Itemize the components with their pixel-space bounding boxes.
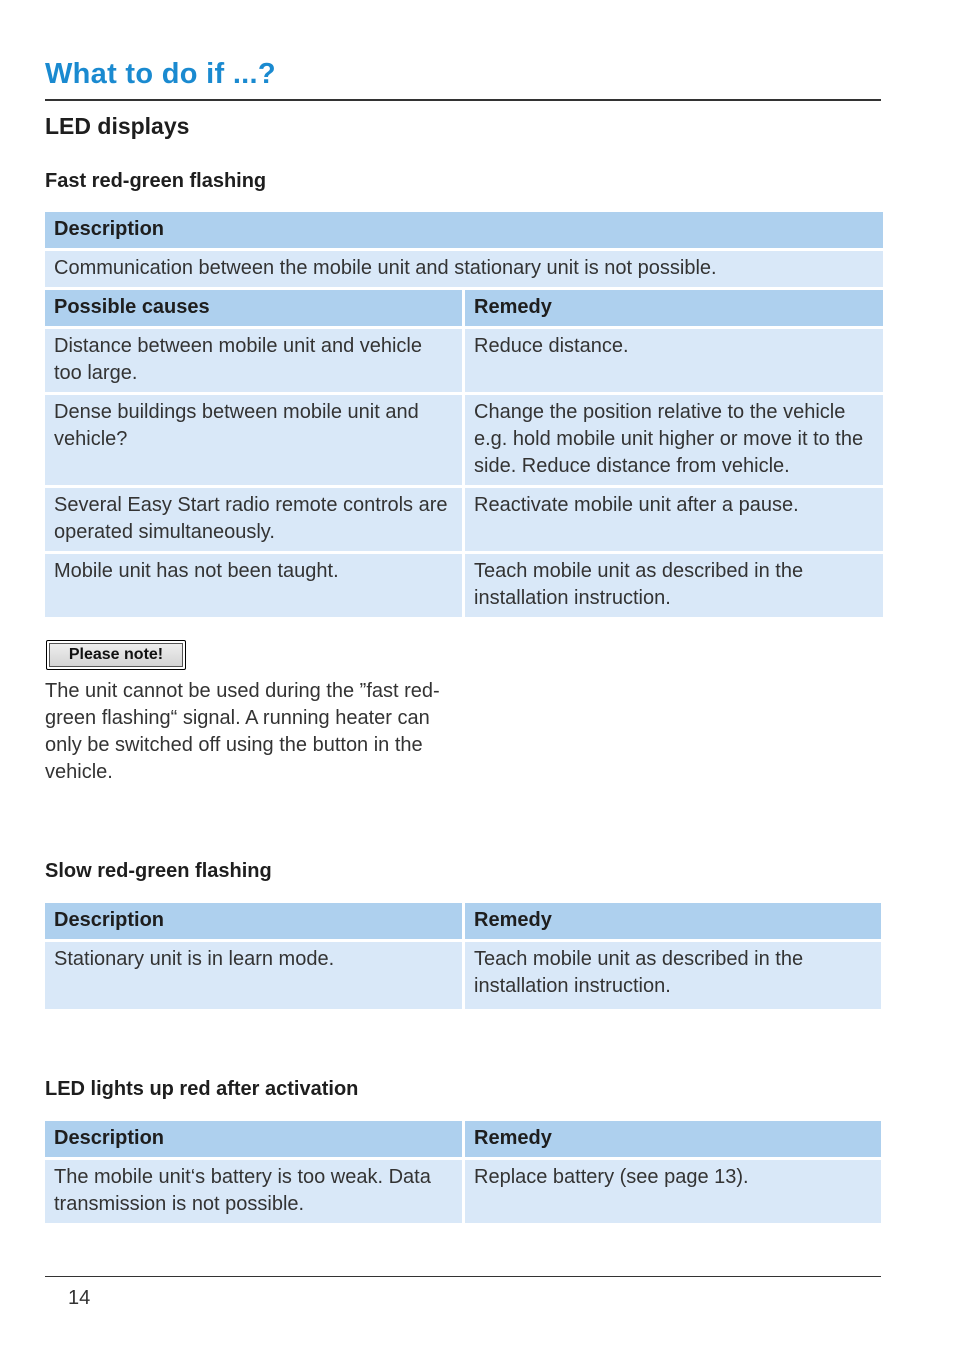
fast-flashing-heading: Fast red-green flashing <box>45 170 267 192</box>
remedy-header: Remedy <box>465 903 881 942</box>
cause-cell: Several Easy Start radio remote controls are operated simultaneously. <box>45 488 465 554</box>
remedy-cell: Change the position relative to the vehicle e.g. hold mobile unit higher or move it to the side. Reduce distance from vehicle. <box>465 395 883 488</box>
title-divider <box>45 99 881 101</box>
section-heading: LED displays <box>45 113 190 139</box>
table-row <box>45 395 883 488</box>
table-row <box>45 942 881 1012</box>
remedy-cell: Teach mobile unit as described in the installation instruction. <box>465 554 883 620</box>
remedy-cell: Teach mobile unit as described in the installation instruction. <box>465 942 881 1012</box>
header-row <box>45 903 881 942</box>
cause-cell: Mobile unit has not been taught. <box>45 554 465 620</box>
description-row <box>45 251 883 290</box>
page-title: What to do if ...? <box>45 58 276 90</box>
fast-flashing-table <box>45 212 883 620</box>
cause-cell: Distance between mobile unit and vehicle too large. <box>45 329 465 395</box>
remedy-cell: Reactivate mobile unit after a pause. <box>465 488 883 554</box>
header-row <box>45 1121 881 1160</box>
please-note-badge <box>46 640 186 670</box>
slow-flashing-heading: Slow red-green flashing <box>45 860 272 882</box>
slow-flashing-table <box>45 903 881 1012</box>
description-cell: The mobile unit‘s battery is too weak. Data transmission is not possible. <box>45 1160 465 1226</box>
remedy-header: Remedy <box>465 290 883 329</box>
remedy-header: Remedy <box>465 1121 881 1160</box>
table-row <box>45 554 883 620</box>
description-header: Description <box>45 1121 465 1160</box>
possible-causes-header: Possible causes <box>45 290 465 329</box>
description-header: Description <box>45 903 465 942</box>
description-cell: Stationary unit is in learn mode. <box>45 942 465 1012</box>
remedy-cell: Reduce distance. <box>465 329 883 395</box>
table-row <box>45 329 883 395</box>
red-led-heading: LED lights up red after activation <box>45 1078 359 1100</box>
description-header: Description <box>45 212 883 251</box>
red-led-table <box>45 1121 881 1226</box>
table-row <box>45 488 883 554</box>
table-row <box>45 1160 881 1226</box>
page-number: 14 <box>68 1287 91 1309</box>
remedy-cell: Replace battery (see page 13). <box>465 1160 881 1226</box>
causes-header-row <box>45 290 883 329</box>
footer-divider <box>45 1276 881 1277</box>
description-header-row <box>45 212 883 251</box>
note-text: The unit cannot be used during the ”fast red-green flashing“ signal. A running heater can only be switched off using the button in the vehicle. <box>45 680 440 783</box>
please-note-label: Please note! <box>49 643 183 667</box>
description-cell: Communication between the mobile unit and stationary unit is not possible. <box>45 251 883 290</box>
cause-cell: Dense buildings between mobile unit and vehicle? <box>45 395 465 488</box>
